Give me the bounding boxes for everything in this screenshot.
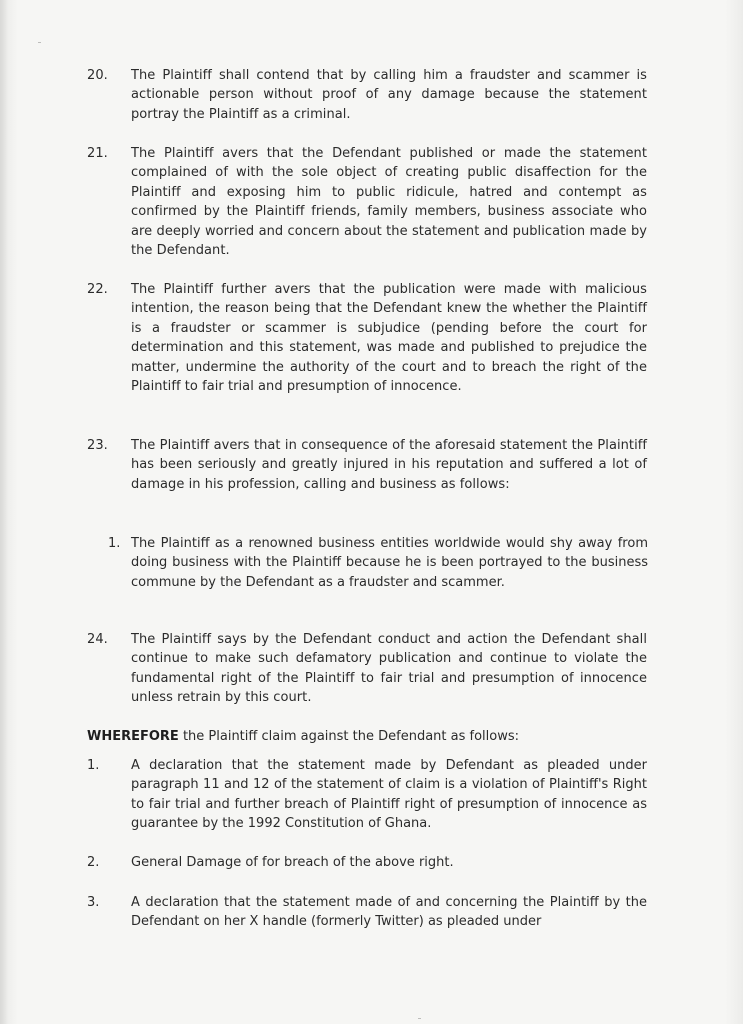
claim-2: [87, 853, 647, 872]
paragraph-number: 21.: [87, 146, 108, 161]
claim-1: [87, 756, 647, 834]
paragraph-23: [87, 436, 647, 494]
paragraph-text: The Plaintiff avers that in consequence of the aforesaid statement the Plaintiff has been seriously and greatly injured in his reputation and suffered a lot of damage in his profession, calling and business as follows:: [131, 438, 647, 492]
paragraph-text: The Plaintiff shall contend that by calling him a fraudster and scammer is actionable person without proof of any damage because the statement portray the Plaintiff as a criminal.: [131, 68, 647, 122]
claim-3: [87, 893, 647, 932]
paragraph-number: 22.: [87, 282, 108, 297]
wherefore-clause: [87, 727, 647, 746]
paragraph-20: [87, 66, 647, 124]
wherefore-text: the Plaintiff claim against the Defendant as follows:: [178, 729, 519, 744]
scan-speck: [38, 42, 41, 43]
claim-number: 2.: [87, 855, 100, 870]
claim-number: 1.: [87, 758, 100, 773]
wherefore-keyword: WHEREFORE: [87, 729, 179, 744]
claim-text: A declaration that the statement made of and concerning the Plaintiff by the Defendant on her X handle (formerly Twitter) as pleaded under: [131, 895, 647, 930]
paragraph-number: 23.: [87, 438, 108, 453]
paragraph-21: [87, 144, 647, 260]
claim-number: 3.: [87, 895, 100, 910]
sub-item-1: [108, 534, 648, 592]
page-edge-shadow: [0, 0, 8, 1024]
scan-speck: [418, 1018, 421, 1019]
paragraph-22: [87, 280, 647, 396]
paragraph-text: The Plaintiff avers that the Defendant published or made the statement complained of with the sole object of creating public disaffection for the Plaintiff and exposing him to public ridicule, hatred and contempt as confirmed by the Plaintiff friends, family members, business associate who are deeply worried and concern about the statement and publication made by the Defendant.: [131, 146, 647, 259]
paragraph-number: 24.: [87, 632, 108, 647]
sub-item-number: 1.: [108, 536, 121, 551]
claim-text: A declaration that the statement made by Defendant as pleaded under paragraph 11 and 12 of the statement of claim is a violation of Plaintiff's Right to fair trial and further breach of Plaintiff right of presumption of innocence as guarantee by the 1992 Constitution of Ghana.: [131, 758, 647, 832]
paragraph-text: The Plaintiff says by the Defendant conduct and action the Defendant shall continue to make such defamatory publication and continue to violate the fundamental right of the Plaintiff to fair trial and presumption of innocence unless retrain by this court.: [131, 632, 647, 706]
paragraph-text: The Plaintiff further avers that the publication were made with malicious intention, the reason being that the Defendant knew the whether the Plaintiff is a fraudster or scammer is subjudice (pending before the court for determination and this statement, was made and published to prejudice the matter, undermine the authority of the court and to breach the right of the Plaintiff to fair trial and presumption of innocence.: [131, 282, 647, 395]
paragraph-number: 20.: [87, 68, 108, 83]
paragraph-24: [87, 630, 647, 708]
sub-item-text: The Plaintiff as a renowned business entities worldwide would shy away from doing business with the Plaintiff because he is been portrayed to the business commune by the Defendant as a fraudster and scammer.: [131, 536, 648, 590]
claim-text: General Damage of for breach of the above right.: [131, 855, 454, 870]
